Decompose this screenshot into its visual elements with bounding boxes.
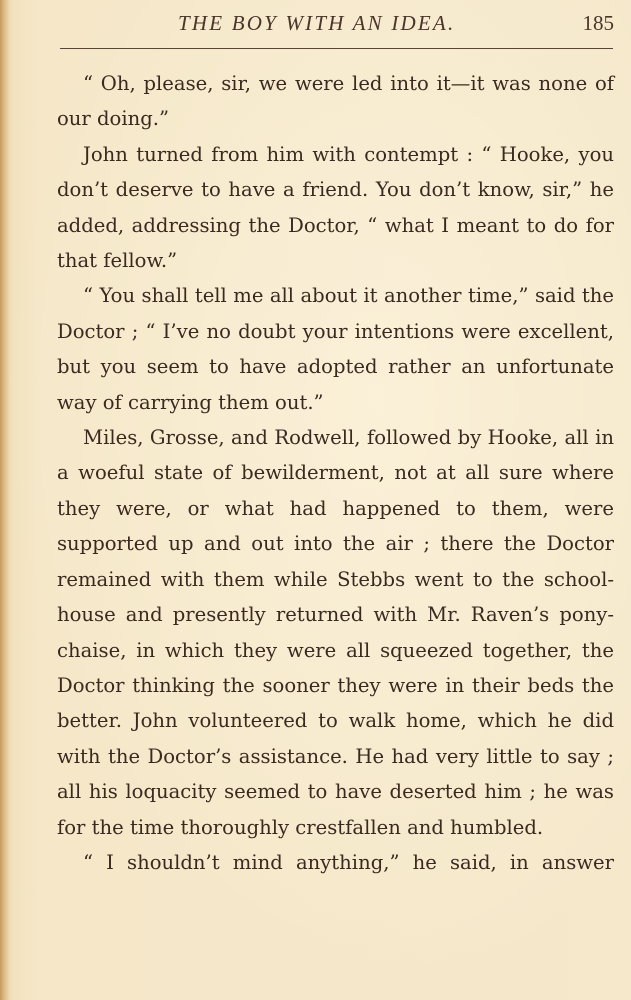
page-number: 185: [582, 11, 614, 35]
page-binding-edge: [0, 0, 10, 1000]
paragraph: “ I shouldn’t mind anything,” he said, in answer: [83, 850, 614, 874]
paragraph: “ Oh, please, sir, we were led into it—it was none of our doing.”: [57, 72, 614, 131]
header-rule: [60, 48, 613, 49]
running-title: THE BOY WITH AN IDEA.: [178, 11, 456, 35]
paragraph: John turned from him with contempt : “ Hooke, you don’t deserve to have a friend. You don’t know, sir,” he added, addressing the Doctor, “ what I meant to do for that fellow.”: [57, 142, 614, 273]
body-text: [57, 66, 614, 880]
paragraph: Miles, Grosse, and Rodwell, followed by Hooke, all in a woeful state of bewilderment, not at all sure where they were, or what had happened to them, were supported up and out into the air ; there the Doctor remained with them while Stebbs went to the school-house and presently returned with Mr. Raven’s pony-chaise, in which they were all squeezed together, the Doctor thinking the sooner they were in their beds the better. John volunteered to walk home, which he did with the Doctor’s assistance. He had very little to say ; all his loquacity seemed to have deserted him ; he was for the time thoroughly crestfallen and humbled.: [57, 426, 614, 839]
paragraph: “ You shall tell me all about it another time,” said the Doctor ; “ I’ve no doubt your intentions were excellent, but you seem to have adopted rather an unfortunate way of carrying them out.”: [57, 284, 614, 414]
running-header: [60, 11, 614, 41]
